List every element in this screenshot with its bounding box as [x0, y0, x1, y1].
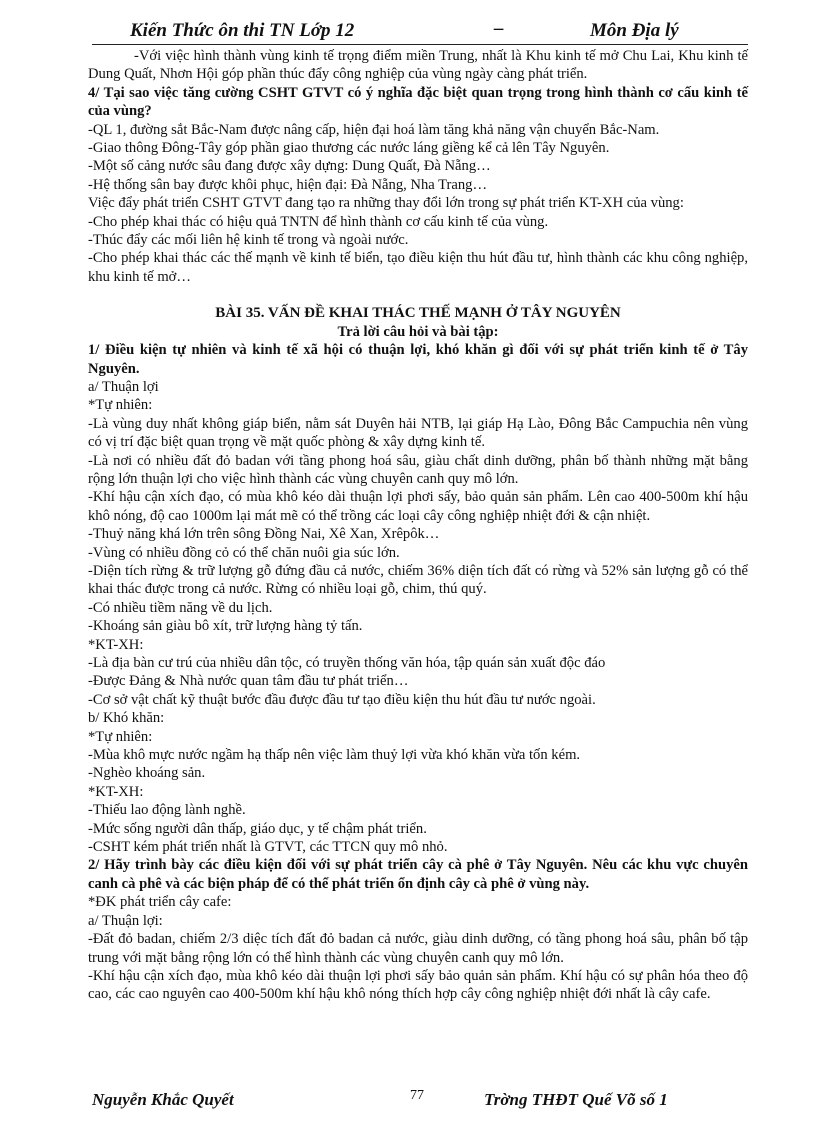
- paragraph: -Là nơi có nhiều đất đỏ badan với tầng phong hoá sâu, giàu chất dinh dưỡng, phân bố thành những mặt bằng rộng lớn thuận lợi cho việc hình thành các vùng chuyên canh quy mô lớn.: [88, 452, 748, 487]
- paragraph: Việc đẩy phát triển CSHT GTVT đang tạo ra những thay đổi lớn trong sự phát triển KT-XH của vùng:: [88, 195, 684, 212]
- header-left-title: Kiến Thức ôn thi TN Lớp 12: [130, 20, 355, 41]
- paragraph: -Đất đỏ badan, chiếm 2/3 diệc tích đất đỏ badan cả nước, giàu dinh dưỡng, có tầng phong hoá sâu, phân bố tập trung với mặt bằng rộng lớn có thể hình thành các vùng chuyên canh quy mô lớn.: [88, 931, 748, 966]
- page-number: 77: [410, 1088, 424, 1103]
- paragraph: -Có nhiều tiềm năng về du lịch.: [88, 599, 273, 616]
- footer-school: Trờng THĐT Quế Võ số 1: [484, 1090, 668, 1109]
- document-body: [88, 47, 748, 1004]
- paragraph: -Thiếu lao động lành nghề.: [88, 802, 246, 819]
- paragraph: -Vùng có nhiều đồng cỏ có thể chăn nuôi gia súc lớn.: [88, 544, 400, 561]
- question-heading: 4/ Tại sao việc tăng cường CSHT GTVT có ý nghĩa đặc biệt quan trọng trong hình thành cơ cấu kinh tế của vùng?: [88, 84, 748, 120]
- paragraph: -QL 1, đường sắt Bắc-Nam được nâng cấp, hiện đại hoá làm tăng khả năng vận chuyển Bắc-Nam.: [88, 121, 660, 138]
- paragraph: -Với việc hình thành vùng kinh tế trọng điểm miền Trung, nhất là Khu kinh tế mở Chu Lai, Khu kinh tế Dung Quất, Nhơn Hội góp phần thúc đẩy công nghiệp của vùng ngày càng phát triển.: [88, 48, 748, 83]
- footer-author: Nguyễn Khắc Quyết: [92, 1090, 234, 1109]
- paragraph: -Cho phép khai thác có hiệu quả TNTN để hình thành cơ cấu kinh tế của vùng.: [88, 213, 549, 230]
- paragraph: -Khí hậu cận xích đạo, mùa khô kéo dài thuận lợi phơi sấy bảo quản sản phẩm. Khí hậu có sự phân hóa theo độ cao, các cao nguyên cao 400-500m khí hậu khô nóng thích hợp cây công nghiệp nhiệt đới nhất là cây cafe.: [88, 967, 748, 1003]
- paragraph: -Cơ sở vật chất kỹ thuật bước đầu được đầu tư tạo điều kiện thu hút đầu tư nước ngoài.: [88, 691, 596, 708]
- paragraph: *Tự nhiên:: [88, 728, 153, 745]
- lesson-title: BÀI 35. VẤN ĐỀ KHAI THÁC THẾ MẠNH Ở TÂY NGUYÊN: [215, 305, 621, 322]
- paragraph: -Thúc đẩy các mối liên hệ kinh tế trong và ngoài nước.: [88, 232, 409, 249]
- paragraph: -Được Đảng & Nhà nước quan tâm đầu tư phát triển…: [88, 673, 409, 690]
- question-heading: 1/ Điều kiện tự nhiên và kinh tế xã hội có thuận lợi, khó khăn gì đối với sự phát triển kinh tế ở Tây Nguyên.: [88, 342, 748, 377]
- paragraph: -Là vùng duy nhất không giáp biển, nằm sát Duyên hải NTB, lại giáp Hạ Lào, Đông Bắc Campuchia nên vùng có vị trí đặc biệt quan trọng về mặt quốc phòng & xây dựng kinh tế.: [88, 415, 748, 451]
- paragraph: -Nghèo khoáng sản.: [88, 765, 206, 782]
- paragraph: -CSHT kém phát triển nhất là GTVT, các TTCN quy mô nhỏ.: [88, 839, 448, 856]
- paragraph: -Diện tích rừng & trữ lượng gỗ đứng đầu cả nước, chiếm 36% diện tích đất có rừng và 52% sản lượng gỗ có thể khai thác được trong cả nước. Rừng có nhiều loại gỗ, chim, thú quý.: [88, 562, 748, 598]
- paragraph: -Một số cảng nước sâu đang được xây dựng: Dung Quất, Đà Nẵng…: [88, 158, 491, 175]
- lesson-subtitle: Trả lời câu hỏi và bài tập:: [337, 323, 499, 340]
- paragraph: -Là địa bàn cư trú của nhiều dân tộc, có truyền thống văn hóa, tập quán sản xuất độc đáo: [88, 655, 606, 671]
- paragraph: -Hệ thống sân bay được khôi phục, hiện đại: Đà Nẵng, Nha Trang…: [88, 176, 488, 193]
- paragraph: *Tự nhiên:: [88, 397, 153, 414]
- paragraph: *KT-XH:: [88, 636, 144, 653]
- paragraph: -Thuỷ năng khá lớn trên sông Đồng Nai, Xê Xan, Xrêpôk…: [88, 526, 440, 543]
- paragraph: a/ Thuận lợi:: [88, 912, 163, 929]
- header-dash: –: [494, 18, 504, 39]
- header-rule: [92, 44, 748, 45]
- paragraph: b/ Khó khăn:: [88, 710, 165, 727]
- header-right-subject: Môn Địa lý: [590, 20, 679, 41]
- paragraph: -Khoáng sản giàu bô xít, trữ lượng hàng tỷ tấn.: [88, 618, 363, 635]
- paragraph: -Mùa khô mực nước ngầm hạ thấp nên việc làm thuỷ lợi vừa khó khăn vừa tốn kém.: [88, 747, 581, 764]
- paragraph: a/ Thuận lợi: [88, 378, 159, 395]
- page-footer: [92, 1090, 748, 1114]
- paragraph: -Khí hậu cận xích đạo, có mùa khô kéo dài thuận lợi phơi sấy, bảo quản sản phẩm. Lên cao 400-500m khí hậu khô nóng, độ cao 1000m lại mát mẽ có thể trồng các loại cây công nghiệp nhiệt đới & cận nhiệt.: [88, 489, 748, 524]
- paragraph: -Mức sống người dân thấp, giáo dục, y tế chậm phát triển.: [88, 820, 427, 837]
- paragraph: *KT-XH:: [88, 783, 144, 800]
- paragraph: -Cho phép khai thác các thế mạnh về kinh tế biển, tạo điều kiện thu hút đầu tư, hình thành các khu công nghiệp, khu kinh tế mở…: [88, 250, 748, 285]
- paragraph: -Giao thông Đông-Tây góp phần giao thương các nước láng giềng kể cả lên Tây Nguyên.: [88, 140, 610, 157]
- question-heading: 2/ Hãy trình bày các điều kiện đối với sự phát triển cây cà phê ở Tây Nguyên. Nêu các khu vực chuyên canh cà phê và các biện pháp để có thể phát triển ổn định cây cà phê ở vùng này.: [88, 857, 748, 892]
- paragraph: *ĐK phát triển cây cafe:: [88, 894, 232, 911]
- page-header: [92, 18, 748, 42]
